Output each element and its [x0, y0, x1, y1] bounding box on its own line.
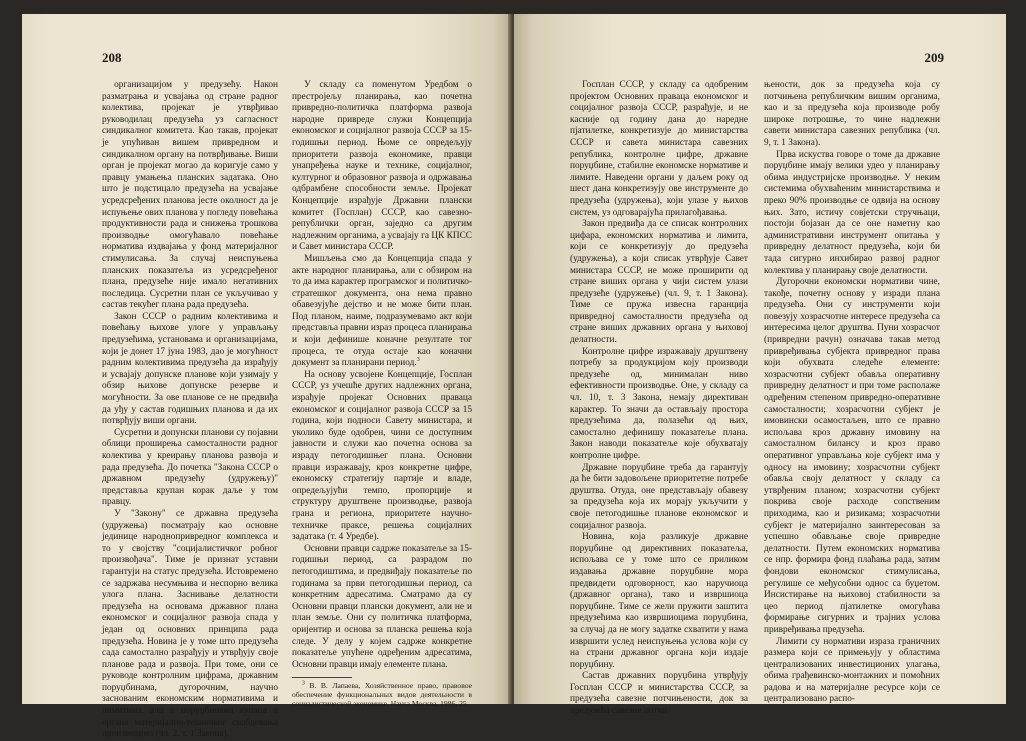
- right-page-column-1: [570, 80, 748, 717]
- left-page-column-2: [292, 80, 472, 709]
- paragraph: Основни правци садрже показатеље за 15-годишњи период, са разрадом по петогодиштима, и предвиђају показатеље по годинама за први петогодишњи период, са конкретним адресатима. Сматрамо да су Основни правци плански документ, али не и план земље. Они су политичка платформа, оријентир и основа за планска решења која следе. У делу у којем садрже конкретне показатеље упућене одређеним адресатима, Основни правци имају елементе плана.: [292, 543, 472, 670]
- page-number-left: 208: [102, 50, 122, 65]
- left-page-column-1: [102, 80, 278, 740]
- paragraph: Новина, која разликује државне поруџбине од директивних показатеља, испољава се у томе што се приликом издавања државне поруџбине мора предвидети одговорност, као наручиоца (државног органа), тако и извршиоца поруџбине. Тиме се жели пружити заштита предузећима као извршиоцима поруџбина, за случај да не могу задатке схватити у нама извршити услед неиспуњења услова који су на страни државног органа који издаје поруџбину.: [570, 532, 748, 670]
- paragraph: Дугорочни економски нормативи чине, такође, почетну основу у изради плана предузећа. Они су инструменти који повезују хозрасчотне интересе предузећа са интересима целог друштва. Пуни хозрасчот (привредни рачун) означава такав метод привређивања субјекта привредног права који обухвата следеће елементе: хозрасчотни субјект обавља оперативну привредну делатност и при томе располаже одређеним степеном привредно-оперативне самосталности; хозрасчотни субјект је имовински осамостаљен, што се правно испољава кроз државну имовину на самосталном билансу и кроз право оперативног управљања које субјект има у односу на имовину; хозрасчотни субјект обавља своју делатност у складу са утврђеним планом; хозрасчотни субјект покрива своје расходе сопственим приходима, као и ризикама; хозрасчотни субјект је материјално заинтересован за успешно обављање своје привредне делатности. Путем економских норматива се нпр. формира фонд плаћања рада, затим фондови економског стимулисања, регулише се међусобни однос са буџетом. Инсистирање на њиховој стабилности за цео период пјатилетке омогућава формирање сигурних и трајних услова привређивања предузећа.: [764, 277, 940, 635]
- footnote-divider: [292, 677, 352, 678]
- paragraph: На основу усвојене Концепције, Госплан СССР, уз учешће других надлежних органа, израђује пројекат Основних праваца економског и социјалног развоја СССР за 15 година, који подноси Савету министара, и уколико буде одобрен, чини се доступним јавности и служи као почетна основа за израду петогодишњег плана. Основни правци изражавају, кроз конкретне цифре, економску стратегију партије и владе, опредељујући темпо, пропорције и структуру друштвене производње, развоја грана и региона, приоритете научно-техничке праксе, решења социјалних задатака (т. 4 Уредбе).: [292, 369, 472, 543]
- paragraph: Контролне цифре изражавају друштвену потребу за продукцијом коју производи предузеће од, минималан ниво ефективности производње. Оне, у складу са чл. 10, т. 3 Закона, немају директиван карактер. То значи да остављају простора предузећима да, полазећи од њих, самостално дефинишу показатеље плана. Закон наводи показатеље које обухватају контролне цифре.: [570, 346, 748, 461]
- paragraph: Мишљења смо да Концепција спада у акте народног планирања, али с обзиром на то да има карактер програмског и политичко-стратешког документа, она нема правно обавезујуће дејство и не може бити план. Под планом, наиме, подразумевамо акт који представља правни израз процеса планирања и који дефинише коначне резултате тог процеса, те отуда остаје као коначни документ за планирани период.$^3$: [292, 253, 472, 369]
- paragraph: У складу са поменутом Уредбом о престројељу планирања, као почетна привредно-политичка платформа развоја народне привреде служи Концепција економског и социјалног развоја СССР за 15-годишњи период. Њоме се опредељују приоритети развоја економике, правци унапређења науке и технике, социјалног, културног и образовног развоја и одржавања одбрамбене способности земље. Пројекат Концепције израђује Државни плански комитет (Госплан) СССР, као савезно-републички орган, заједно са другим надлежним органима, а усвајају га ЦК КПСС и Савет министара СССР.: [292, 80, 472, 253]
- paragraph: Госплан СССР, у складу са одобреним пројектом Основних праваца економског и социјалног развоја СССР, разрађује, и не касније од годину дана до наредне пјатилетке, конкретизује до министарства СССР и савета министара савезних република, контролне цифре, државне поруџбине, стабилне економске нормативе и лимите. Наведени органи у даљем року од шест дана конкретизују ове инструменте до предузећа (удружења), који улазе у њихов систем, уз одговарајућа прилагођавања.: [570, 80, 748, 218]
- left-page: [22, 14, 512, 740]
- paragraph: Закон СССР о радним колективима и повећању њихове улоге у управљању предузећима, установама и организацијама, који је донет 17 јуна 1983, дао је могућност радним колективима предузећа да израђују и усвајају допунске планове који узимају у обзир њихове допунске резерве и могућности. За ове планове се не предвиђа да уђу у састав годишњих планова и да их потврђују виши органи.: [102, 311, 278, 427]
- right-page-column-2: [764, 80, 940, 705]
- paragraph: Сусретни и допунски планови су појавни облици проширења самосталности радног колектива у креирању планова развоја и рада предузећа. До почетка "Закона СССР о државном предузећу (удружењу)" представља крупан корак даље у том правцу.: [102, 427, 278, 508]
- paragraph: У "Закону" се државна предузећа (удружења) посматрају као основне јединице народнопривредног комплекса и то у својству "социјалистичког робног произвођача". Тиме је признат уставни гарантуји на статус предузећа. Истовремено се задржава несумњива и неспорно велика улога плана. Заснивање делатности предузећа на основама државног плана економског и социјалног развоја спада у један од основних принципа рада предузећа. Новина је у томе што предузећа сада самостално разрађују и утврђују своје планове рада и развоја. При томе, они се руководе контролним цифрама, државним поруџбинама, дугорочним, научно заснованим економским нормативима и лимитима, али и поруџбинама купаца и органа материјално-техничког снабдевања производима (чл. 2, т. 1 Закона).: [102, 508, 278, 740]
- paragraph: Државне поруџбине треба да гарантују да ће бити задовољене приоритетне потребе друштва. Отуда, оне представљају обавезу за предузећа која их морају укључити у своје петогодишње планове економског и социјалног развоја.: [570, 462, 748, 531]
- paragraph: Закон предвиђа да се списак контролних цифара, економских норматива и лимита, који се конкретизују до предузећа (удружења), а који списак утврђује Савет министара СССР, не може проширити од стране виших органа у чији систем улази предузеће (удружење) (чл. 9, т. 1 Закона). Тиме се пружа извесна гаранција привредној самосталности предузећа од стране виших државних органа у њиховој делатности.: [570, 219, 748, 346]
- right-page: [514, 14, 1006, 717]
- paragraph: Састав државних поруџбина утврђују Госплан СССР и министарства СССР, за предузећа савезне потчињености, док за предузећа савезне потчи-: [570, 671, 748, 717]
- page-number-right: 209: [924, 50, 944, 65]
- paragraph: Лимити су нормативи израза граничних размера који се примењују у областима централизованих инвестиционих улагања, обима грађевинско-монтажних и помоћних радова и на материјалне ресурсе који се централизовано распо-: [764, 636, 940, 705]
- footnote: $^3$ В. В. Лапаева, Хозяйственное право, правовое обеспечение функциональных видов деятельности в социалистической экономике, Наука Москва, 1986, 25.: [292, 680, 472, 709]
- paragraph: њености, док за предузећа која су потчињена републичким вишим органима, као и за предузећа која производе робу широке потрошње, то чине надлежни савети министара савезних република (чл. 9, т. 1 Закона).: [764, 80, 940, 148]
- paragraph: организацијом у предузећу. Након разматрања и усвајања од стране радног колектива, пројекат је утврђивао руководилац предузећа уз сагласност синдикалног комитета. Као такав, пројекат је упућиван вишем привредном и синдикалном органу на потврђивање. Виши орган је пројекат могао да коригује само у правцу умањења планских задатака. Оно што је подстицало предузећа на усвајање усредсређених планова јесте околност да је испуњење ових планова у погледу повећања продуктивности рада и снижења трошкова производње омогућавало повећање норматива издвајања у фонд материјалног стимулисања. За случај неиспуњења планских показатеља из усредсређеног плана, предузеће није имало негативних последица. Сусретни план се укључивао у састав текућег плана рада предузећа.: [102, 80, 278, 311]
- paragraph: Прва искуства говоре о томе да државне поруџбине имају велики удео у планирању обима индустријске производње. У неким системима обухваћеним министарствима и преко 90% производње се одвија на основу њих. Зато, истичу совјетски стручњаци, постоји бојазан да се оне наметну као административни инструмент опитања у привредну делатност предузећа, који би тада сигурно инхибирао развој радног колектива у планирању своје делатности.: [764, 149, 940, 276]
